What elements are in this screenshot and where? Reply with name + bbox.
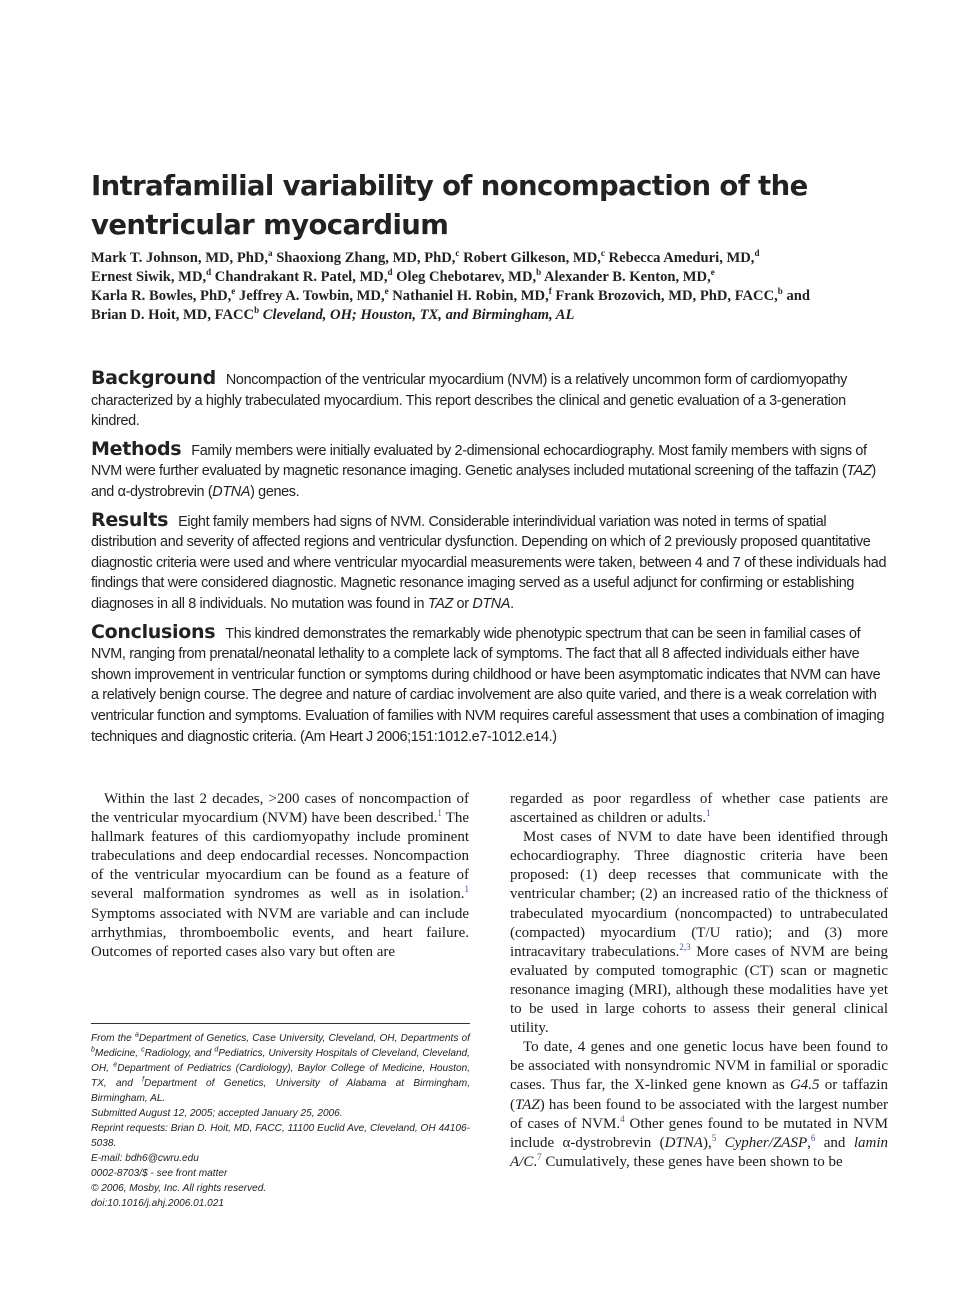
affiliation-marker: b bbox=[536, 267, 542, 278]
footnote-text: From the bbox=[91, 1033, 135, 1044]
abstract bbox=[91, 368, 888, 754]
body-text: Cumulatively, these genes have been shown to be bbox=[541, 1153, 843, 1170]
body-text: and bbox=[815, 1134, 854, 1151]
affiliation-marker: e bbox=[231, 286, 236, 297]
footnote-text: Department of Pediatrics (Cardiology), Baylor College of Medicine, Houston, TX, and bbox=[91, 1063, 471, 1089]
author-list bbox=[91, 249, 891, 325]
affiliation-marker: a bbox=[268, 248, 273, 259]
body-text: Within the last 2 decades, >200 cases of noncompaction of the ventricular myocardium (NVM) have been described. bbox=[91, 791, 469, 827]
affiliation-marker: f bbox=[142, 1076, 145, 1084]
footnote-text: Department of Genetics, Case University, Cleveland, OH, Departments of bbox=[138, 1033, 470, 1044]
affiliation-marker: d bbox=[214, 1046, 219, 1054]
gene-symbol: TAZ bbox=[427, 595, 453, 612]
reference-link[interactable]: 1 bbox=[706, 808, 711, 819]
reference-link[interactable]: 4 bbox=[620, 1113, 625, 1124]
author-name: Frank Brozovich, MD, PhD, FACC, bbox=[551, 288, 778, 304]
abstract-heading: Results bbox=[91, 508, 169, 531]
author-name: Karla R. Bowles, PhD, bbox=[91, 288, 232, 304]
reference-link[interactable]: 2,3 bbox=[679, 941, 691, 952]
abstract-heading: Conclusions bbox=[91, 620, 216, 643]
body-paragraph bbox=[510, 828, 888, 1038]
affiliation-marker: d bbox=[387, 267, 393, 278]
body-column-right bbox=[510, 790, 888, 1172]
gene-symbol: TAZ bbox=[846, 463, 872, 480]
abstract-text: ) and α-dystrobrevin ( bbox=[91, 463, 876, 500]
gene-symbol: TAZ bbox=[515, 1096, 540, 1113]
footnote-divider bbox=[91, 1023, 470, 1024]
affiliation-marker: d bbox=[754, 248, 760, 259]
affiliation-marker: d bbox=[206, 267, 212, 278]
body-text: or taffazin ( bbox=[510, 1077, 889, 1113]
issn-line: 0002-8703/$ - see front matter bbox=[91, 1168, 228, 1179]
affiliation-marker: b bbox=[254, 305, 260, 316]
abstract-text: This kindred demonstrates the remarkably wide phenotypic spectrum that can be seen in familial cases of NVM, ranging from prenatal/neonatal lethality to a complete lack of symptoms. The fact that all 8 affected individuals either have shown improvement in ventricular function or symptoms during childhood or have been asymptomatic indicates that NVM can have a relatively benign course. The degree and nature of cardiac involvement are also quite varied, and there is a weak correlation with ventricular function and symptoms. Evaluation of families with NVM requires careful assessment that uses a combination of imaging techniques and diagnostic criteria. (Am Heart J 2006;151:1012.e7-1012.e14.) bbox=[91, 625, 885, 745]
submission-dates: Submitted August 12, 2005; accepted January 25, 2006. bbox=[91, 1108, 343, 1119]
abstract-text: ) genes. bbox=[250, 483, 300, 500]
abstract-text: Noncompaction of the ventricular myocardium (NVM) is a relatively uncommon form of cardiomyopathy characterized by a highly trabeculated myocardium. This report describes the clinical and genetic evaluation of a 3-generation kindred. bbox=[91, 372, 847, 430]
body-column-left bbox=[91, 790, 469, 962]
gene-symbol: Cypher/ZASP bbox=[716, 1134, 808, 1151]
reference-link[interactable]: 7 bbox=[537, 1151, 542, 1162]
author-name: Shaoxiong Zhang, MD, PhD, bbox=[272, 250, 456, 266]
author-conjunction: and bbox=[782, 288, 810, 304]
author-location: Cleveland, OH; Houston, TX, and Birmingham, AL bbox=[259, 307, 575, 323]
abstract-results bbox=[91, 510, 888, 615]
body-text: regarded as poor regardless of whether case patients are ascertained as children or adults. bbox=[510, 791, 888, 827]
affiliation-marker: e bbox=[113, 1061, 118, 1069]
author-name: Nathaniel H. Robin, MD, bbox=[388, 288, 549, 304]
author-name: Alexander B. Kenton, MD, bbox=[541, 269, 711, 285]
author-name: Mark T. Johnson, MD, PhD, bbox=[91, 250, 269, 266]
body-paragraph bbox=[91, 790, 469, 962]
gene-symbol: lamin A/C bbox=[510, 1134, 888, 1170]
reprint-requests: Reprint requests: Brian D. Hoit, MD, FACC, 11100 Euclid Ave, Cleveland, OH 44106-5038. bbox=[91, 1123, 470, 1149]
affiliation-marker: b bbox=[91, 1046, 95, 1054]
abstract-methods bbox=[91, 439, 888, 503]
article-title: Intrafamilial variability of noncompaction of the ventricular myocardium bbox=[91, 170, 808, 241]
body-paragraph bbox=[510, 1038, 888, 1172]
body-text: . bbox=[533, 1153, 538, 1170]
copyright-line: © 2006, Mosby, Inc. All rights reserved. bbox=[91, 1183, 267, 1194]
abstract-heading: Methods bbox=[91, 437, 182, 460]
affiliation-marker: a bbox=[134, 1031, 139, 1039]
body-text: ), bbox=[702, 1134, 712, 1151]
abstract-text: Family members were initially evaluated by 2-dimensional echocardiography. Most family members with signs of NVM were further evaluated by magnetic resonance imaging. Genetic analyses included mutational screening of the taffazin ( bbox=[91, 442, 867, 480]
author-name: Brian D. Hoit, MD, FACC bbox=[91, 307, 255, 323]
affiliations-footnote bbox=[91, 1031, 470, 1106]
body-text: Symptoms associated with NVM are variable and can include arrhythmias, thromboembolic events, and heart failure. Outcomes of reported cases also vary but often are bbox=[91, 905, 469, 960]
reference-link[interactable]: 5 bbox=[711, 1132, 717, 1143]
body-text: The hallmark features of this cardiomyopathy include prominent trabeculations and deep endocardial recesses. Noncompaction of the ventricular myocardium can be found as a feature of several malformation syndromes as well as in isolation. bbox=[91, 810, 469, 903]
abstract-background bbox=[91, 368, 888, 432]
body-text: , bbox=[807, 1134, 811, 1151]
body-paragraph bbox=[510, 790, 888, 828]
body-text: ) has been found to be associated with the largest number of cases of NVM. bbox=[510, 1096, 888, 1132]
affiliation-marker: c bbox=[141, 1046, 145, 1054]
abstract-text: . bbox=[510, 595, 514, 612]
abstract-conclusions bbox=[91, 622, 888, 748]
reference-link[interactable]: 1 bbox=[464, 884, 469, 895]
footnote-text: Pediatrics, University Hospitals of Cleveland, Cleveland, OH, bbox=[91, 1048, 470, 1074]
body-text: To date, 4 genes and one genetic locus have been found to be associated with nonsyndromic NVM in familial or sporadic cases. Thus far, the X-linked gene known as bbox=[510, 1039, 888, 1094]
affiliation-marker: b bbox=[777, 286, 783, 297]
affiliation-marker: e bbox=[710, 267, 715, 278]
author-name: Jeffrey A. Towbin, MD, bbox=[235, 288, 385, 304]
affiliation-marker: c bbox=[600, 248, 605, 259]
author-name: Oleg Chebotarev, MD, bbox=[392, 269, 537, 285]
abstract-text: or bbox=[452, 595, 473, 612]
reference-link[interactable]: 6 bbox=[810, 1132, 816, 1143]
footnote-text: Department of Genetics, University of Alabama at Birmingham, Birmingham, AL. bbox=[91, 1078, 470, 1104]
body-text: Most cases of NVM to date have been identified through echocardiography. Three diagnostic criteria have been proposed: (1) deep recesses that communicate with the ventricular chamber; (2) an increased ratio of the thickness of trabeculated myocardium (noncompacted) to untrabeculated (compacted) myocardium (T/U ratio); and (3) more intracavitary trabeculations. bbox=[510, 829, 888, 960]
gene-symbol: G4.5 bbox=[789, 1077, 820, 1094]
author-name: Rebecca Ameduri, MD, bbox=[604, 250, 755, 266]
body-text: More cases of NVM are being evaluated by computed tomographic (CT) scan or magnetic resonance imaging (MRI), although these modalities have yet to be used in large cohorts to assess their general clinical utility. bbox=[510, 943, 888, 1037]
reference-link[interactable]: 1 bbox=[437, 808, 442, 819]
footnotes bbox=[91, 1031, 470, 1211]
author-name: Ernest Siwik, MD, bbox=[91, 269, 207, 285]
affiliation-marker: c bbox=[455, 248, 460, 259]
gene-symbol: DTNA bbox=[212, 483, 251, 500]
abstract-heading: Background bbox=[91, 367, 216, 389]
affiliation-marker: f bbox=[548, 286, 552, 297]
affiliation-marker: e bbox=[384, 286, 389, 297]
doi-link[interactable]: doi:10.1016/j.ahj.2006.01.021 bbox=[91, 1198, 225, 1209]
abstract-text: Eight family members had signs of NVM. Considerable interindividual variation was noted in terms of spatial distribution and severity of affected regions and ventricular dysfunction. Depending on which of 2 previously proposed quantitative diagnostic criteria were used and where ventricular myocardial measurements were taken, between 4 and 7 of these individuals had findings that were considered diagnostic. Magnetic resonance imaging served as a useful adjunct for confirming or establishing diagnoses in all 8 individuals. No mutation was found in bbox=[91, 513, 887, 612]
author-name: Robert Gilkeson, MD, bbox=[459, 250, 601, 266]
gene-symbol: DTNA bbox=[664, 1134, 703, 1151]
body-text: Other genes found to be mutated in NVM include α-dystrobrevin ( bbox=[510, 1115, 889, 1151]
footnote-text: Medicine, bbox=[94, 1048, 142, 1059]
footnote-text: Radiology, and bbox=[144, 1048, 215, 1059]
gene-symbol: DTNA bbox=[472, 595, 511, 612]
author-name: Chandrakant R. Patel, MD, bbox=[211, 269, 388, 285]
contact-email[interactable]: E-mail: bdh6@cwru.edu bbox=[91, 1153, 199, 1164]
